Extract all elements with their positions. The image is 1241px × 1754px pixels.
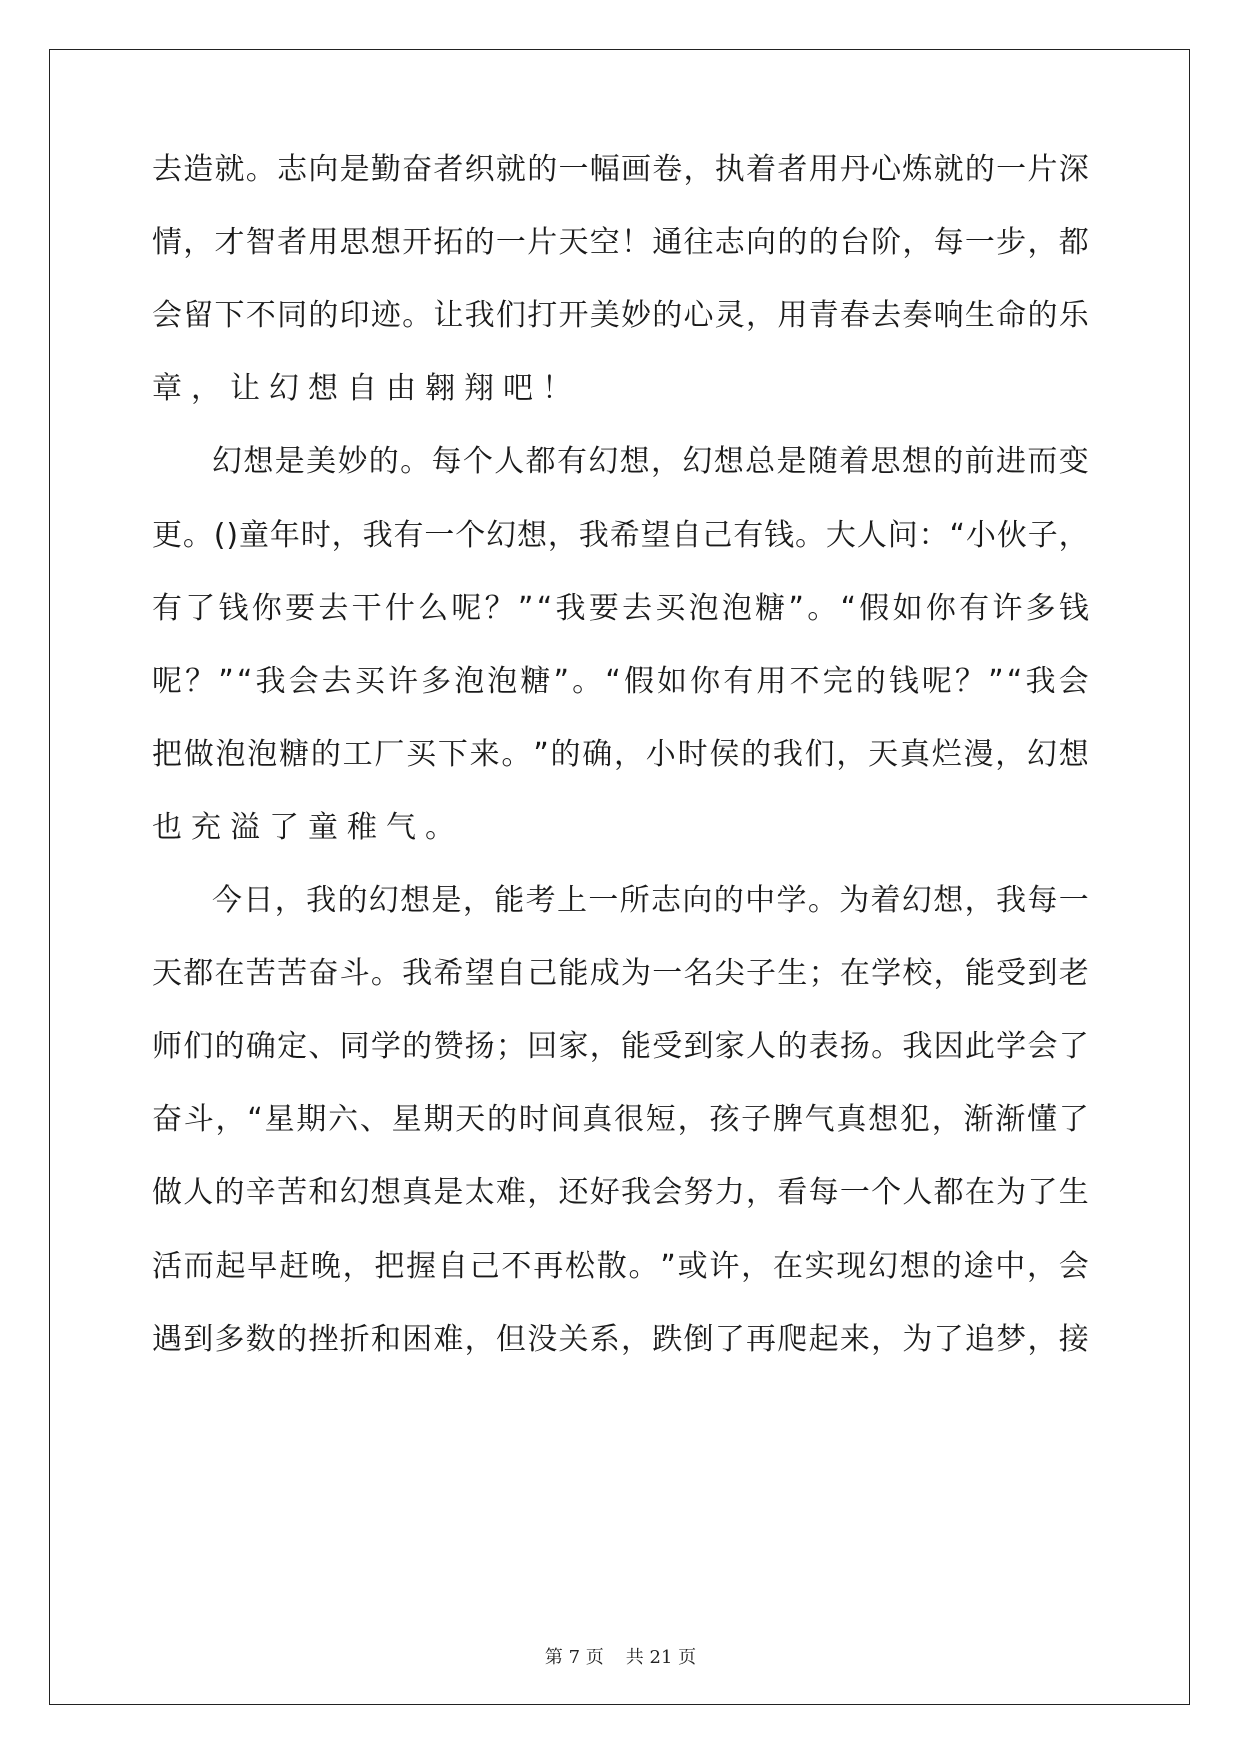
text-line: 去 造 就 。 志 向 是 勤 奋 者 织 就 的 一 幅 画 卷 ， 执 着 者 用 丹 心 炼 就 的 一 片 深 [152, 152, 1089, 187]
text-line: 活 而 起 早 赶 晚 ， 把 握 自 己 不 再 松 散 。 ” 或 许 ， 在 实 现 幻 想 的 途 中 ， 会 [152, 1248, 1089, 1284]
text-line: 今 日 ， 我 的 幻 想 是 ， 能 考 上 一 所 志 向 的 中 学 。 为 着 幻 想 ， 我 每 一 [212, 883, 1089, 918]
text-line: 会 留 下 不 同 的 印 迹 。 让 我 们 打 开 美 妙 的 心 灵 ， 用 青 春 去 奏 响 生 命 的 乐 [152, 298, 1089, 334]
text-line: 更 。 ( ) 童 年 时 ， 我 有 一 个 幻 想 ， 我 希 望 自 己 有 钱 。 大 人 问 ： “ 小 伙 子 ， [152, 517, 1089, 553]
text-line: 呢 ？ ” “ 我 会 去 买 许 多 泡 泡 糖 ” 。 “ 假 如 你 有 用 不 完 的 钱 呢 ？ ” “ 我 会 [152, 663, 1089, 699]
page-footer [0, 1643, 1241, 1669]
text-line: 天 都 在 苦 苦 奋 斗 。 我 希 望 自 己 能 成 为 一 名 尖 子 生 ； 在 学 校 ， 能 受 到 老 [152, 956, 1089, 992]
page-number: 第 7 页 [544, 1647, 604, 1668]
text-line: 章，让幻想自由翱翔吧！ [152, 371, 581, 407]
text-line: 也充溢了童稚气。 [152, 809, 464, 845]
text-line: 做 人 的 辛 苦 和 幻 想 真 是 太 难 ， 还 好 我 会 努 力 ， 看 每 一 个 人 都 在 为 了 生 [152, 1175, 1089, 1211]
page-total: 共 21 页 [625, 1647, 697, 1668]
text-line: 奋 斗 ， “ 星 期 六 、 星 期 天 的 时 间 真 很 短 ， 孩 子 脾 气 真 想 犯 ， 渐 渐 懂 了 [152, 1102, 1089, 1138]
text-line: 把 做 泡 泡 糖 的 工 厂 买 下 来 。 ” 的 确 ， 小 时 侯 的 我 们 ， 天 真 烂 漫 ， 幻 想 [152, 736, 1089, 772]
text-line: 师 们 的 确 定 、 同 学 的 赞 扬 ； 回 家 ， 能 受 到 家 人 的 表 扬 。 我 因 此 学 会 了 [152, 1029, 1089, 1065]
text-line: 情 ， 才 智 者 用 思 想 开 拓 的 一 片 天 空 ！ 通 往 志 向 的 的 台 阶 ， 每 一 步 ， 都 [152, 225, 1089, 261]
text-line: 幻 想 是 美 妙 的 。 每 个 人 都 有 幻 想 ， 幻 想 总 是 随 着 思 想 的 前 进 而 变 [212, 444, 1089, 480]
text-line: 有 了 钱 你 要 去 干 什 么 呢 ？ ” “ 我 要 去 买 泡 泡 糖 ” 。 “ 假 如 你 有 许 多 钱 [152, 590, 1089, 626]
text-line: 遇 到 多 数 的 挫 折 和 困 难 ， 但 没 关 系 ， 跌 倒 了 再 爬 起 来 ， 为 了 追 梦 ， 接 [152, 1321, 1089, 1357]
